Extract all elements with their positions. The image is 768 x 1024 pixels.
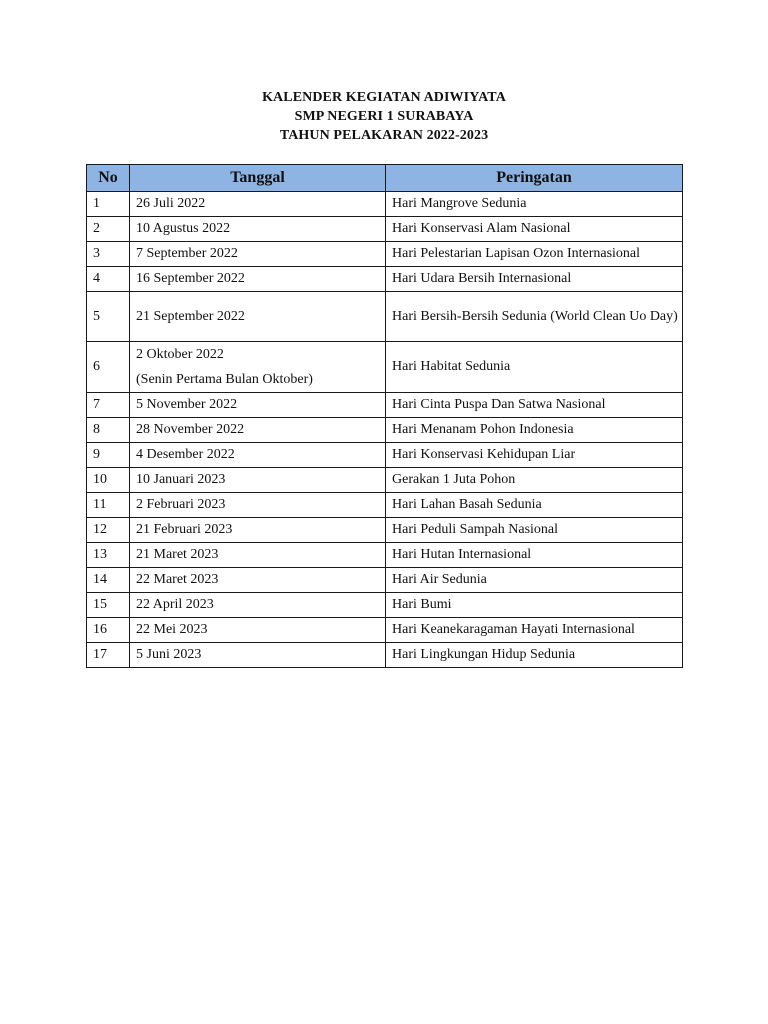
table-row <box>87 267 683 292</box>
header-no: No <box>87 165 130 192</box>
table-row <box>87 543 683 568</box>
row-date: 5 Juni 2023 <box>130 643 386 668</box>
title-line-1: KALENDER KEGIATAN ADIWIYATA <box>262 90 506 105</box>
table-row <box>87 643 683 668</box>
row-no: 12 <box>87 518 130 543</box>
row-event: Hari Bumi <box>386 593 683 618</box>
table-row <box>87 342 683 393</box>
row-date: 4 Desember 2022 <box>130 443 386 468</box>
row-event: Hari Udara Bersih Internasional <box>386 267 683 292</box>
row-no: 14 <box>87 568 130 593</box>
table-row <box>87 568 683 593</box>
row-date: 2 Februari 2023 <box>130 493 386 518</box>
header-peringatan: Peringatan <box>386 165 683 192</box>
document-title <box>0 88 768 145</box>
row-date <box>130 342 386 393</box>
table-row <box>87 618 683 643</box>
row-no: 2 <box>87 217 130 242</box>
row-date: 28 November 2022 <box>130 418 386 443</box>
table-row <box>87 518 683 543</box>
row-event: Hari Keanekaragaman Hayati Internasional <box>386 618 683 643</box>
row-no: 11 <box>87 493 130 518</box>
row-date: 7 September 2022 <box>130 242 386 267</box>
table-row <box>87 493 683 518</box>
row-date: 21 September 2022 <box>130 292 386 342</box>
row-no: 3 <box>87 242 130 267</box>
title-line-2: SMP NEGERI 1 SURABAYA <box>294 109 474 124</box>
row-event: Gerakan 1 Juta Pohon <box>386 468 683 493</box>
row-date: 21 Maret 2023 <box>130 543 386 568</box>
row-no: 15 <box>87 593 130 618</box>
table-row <box>87 242 683 267</box>
row-event: Hari Cinta Puspa Dan Satwa Nasional <box>386 393 683 418</box>
row-no: 5 <box>87 292 130 342</box>
row-event: Hari Konservasi Alam Nasional <box>386 217 683 242</box>
row-no: 1 <box>87 192 130 217</box>
table-row <box>87 217 683 242</box>
row-no: 17 <box>87 643 130 668</box>
row-no: 4 <box>87 267 130 292</box>
row-date: 16 September 2022 <box>130 267 386 292</box>
calendar-table <box>86 164 683 668</box>
row-no: 10 <box>87 468 130 493</box>
row-event: Hari Konservasi Kehidupan Liar <box>386 443 683 468</box>
row-no: 6 <box>87 342 130 393</box>
row-date: 22 Mei 2023 <box>130 618 386 643</box>
table-row <box>87 192 683 217</box>
table-row <box>87 418 683 443</box>
row-date: 21 Februari 2023 <box>130 518 386 543</box>
row-date: 10 Januari 2023 <box>130 468 386 493</box>
table-row <box>87 593 683 618</box>
row-date: 10 Agustus 2022 <box>130 217 386 242</box>
row-event: Hari Lahan Basah Sedunia <box>386 493 683 518</box>
row-date: 5 November 2022 <box>130 393 386 418</box>
row-no: 9 <box>87 443 130 468</box>
title-line-3: TAHUN PELAKARAN 2022-2023 <box>279 128 489 143</box>
row-date: 22 Maret 2023 <box>130 568 386 593</box>
row-no: 8 <box>87 418 130 443</box>
row-date-main: 2 Oktober 2022 <box>136 347 224 362</box>
row-event: Hari Menanam Pohon Indonesia <box>386 418 683 443</box>
row-event: Hari Habitat Sedunia <box>386 342 683 393</box>
row-date: 22 April 2023 <box>130 593 386 618</box>
row-date-note: (Senin Pertama Bulan Oktober) <box>136 372 313 387</box>
row-date: 26 Juli 2022 <box>130 192 386 217</box>
row-event: Hari Lingkungan Hidup Sedunia <box>386 643 683 668</box>
row-no: 13 <box>87 543 130 568</box>
row-event: Hari Mangrove Sedunia <box>386 192 683 217</box>
row-event: Hari Bersih-Bersih Sedunia (World Clean Uo Day) <box>386 292 683 342</box>
table-row <box>87 393 683 418</box>
table-header-row <box>87 165 683 192</box>
row-event: Hari Peduli Sampah Nasional <box>386 518 683 543</box>
row-no: 16 <box>87 618 130 643</box>
row-event: Hari Pelestarian Lapisan Ozon Internasional <box>386 242 683 267</box>
table-row <box>87 443 683 468</box>
header-tanggal: Tanggal <box>130 165 386 192</box>
table-row <box>87 292 683 342</box>
row-event: Hari Hutan Internasional <box>386 543 683 568</box>
row-event: Hari Air Sedunia <box>386 568 683 593</box>
row-no: 7 <box>87 393 130 418</box>
table-row <box>87 468 683 493</box>
